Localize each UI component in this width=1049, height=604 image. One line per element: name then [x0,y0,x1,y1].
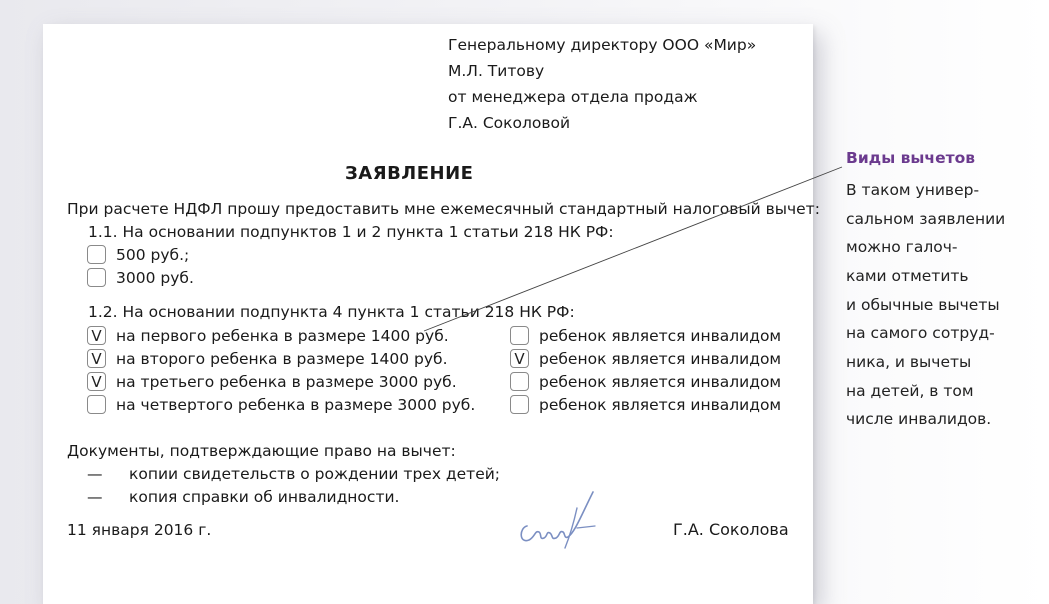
sidebar-line-6: на самого сотруд- [846,324,995,342]
header-line-1: Генеральному директору ООО «Мир» [448,36,757,54]
section2-heading: 1.2. На основании подпункта 4 пункта 1 статьи 218 НК РФ: [88,303,575,321]
docs-item-1: копии свидетельств о рождении трех детей; [129,465,501,483]
child-1-disabled-label: ребенок является инвалидом [539,327,782,345]
child-3-label: на третьего ребенка в размере 3000 руб. [116,373,457,391]
docs-dash-2: — [87,488,103,506]
document-title: ЗАЯВЛЕНИЕ [345,163,474,184]
child-4-disabled-label: ребенок является инвалидом [539,396,782,414]
sidebar-title: Виды вычетов [846,149,976,167]
child-2-disabled-label: ребенок является инвалидом [539,350,782,368]
sidebar-line-9: числе инвалидов. [846,410,992,428]
docs-item-2: копия справки об инвалидности. [129,488,400,506]
checkbox-child-2-disabled[interactable]: V [510,349,529,368]
intro-text: При расчете НДФЛ прошу предоставить мне ежемесячный стандартный налоговый вычет: [67,200,820,218]
child-4-label: на четвертого ребенка в размере 3000 руб. [116,396,476,414]
sidebar-line-4: ками отметить [846,267,969,285]
child-1-label: на первого ребенка в размере 1400 руб. [116,327,449,345]
document-date: 11 января 2016 г. [67,521,212,539]
section1-heading: 1.1. На основании подпунктов 1 и 2 пункта 1 статьи 218 НК РФ: [88,223,614,241]
sidebar-line-7: ника, и вычеты [846,353,972,371]
checkbox-child-3[interactable]: V [87,372,106,391]
docs-dash-1: — [87,465,103,483]
docs-heading: Документы, подтверждающие право на вычет: [67,442,456,460]
header-line-4: Г.А. Соколовой [448,114,571,132]
child-3-disabled-label: ребенок является инвалидом [539,373,782,391]
sidebar-line-5: и обычные вычеты [846,296,1000,314]
option-500-label: 500 руб.; [116,246,190,264]
option-3000-label: 3000 руб. [116,269,194,287]
sidebar-line-1: В таком универ- [846,181,980,199]
header-line-2: М.Л. Титову [448,62,545,80]
sidebar-line-3: можно галоч- [846,238,958,256]
sidebar-line-8: на детей, в том [846,382,974,400]
sidebar-line-2: сальном заявлении [846,210,1006,228]
checkbox-child-2[interactable]: V [87,349,106,368]
signer-name: Г.А. Соколова [673,520,789,539]
header-line-3: от менеджера отдела продаж [448,88,698,106]
child-2-label: на второго ребенка в размере 1400 руб. [116,350,448,368]
checkbox-child-1[interactable]: V [87,326,106,345]
